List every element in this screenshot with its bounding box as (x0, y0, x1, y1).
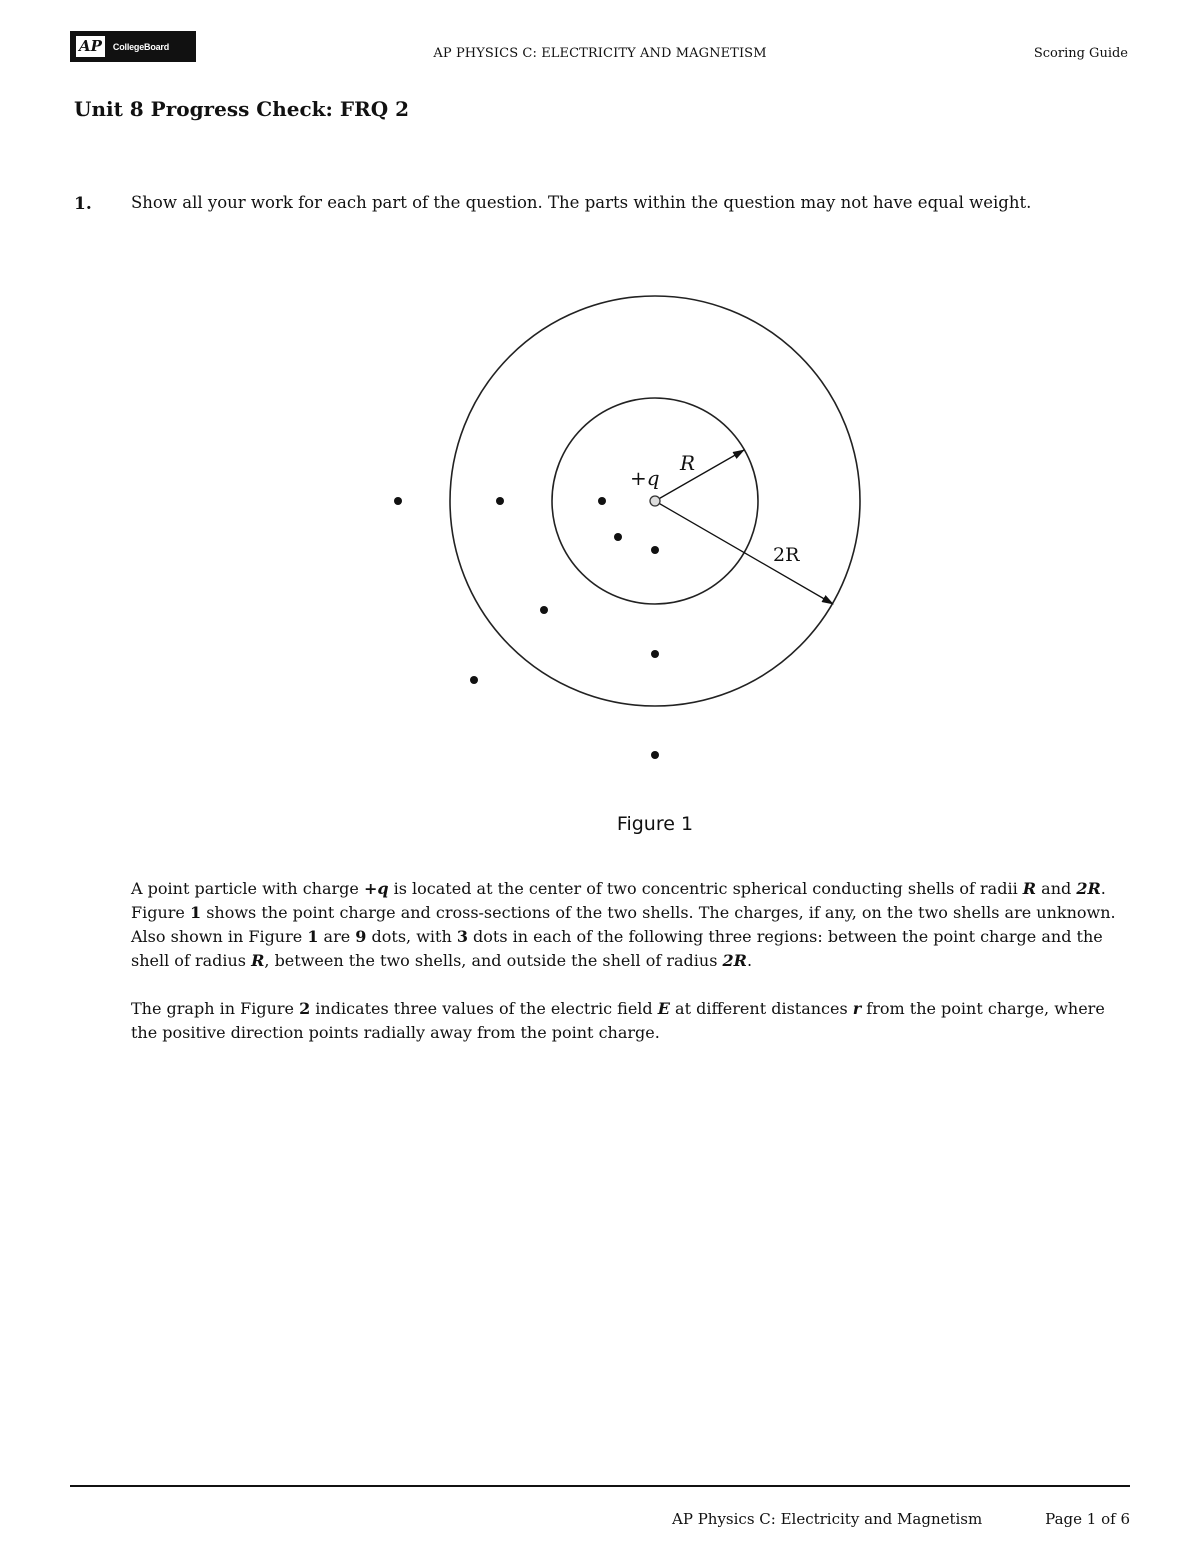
number-symbol: 3 (456, 927, 468, 946)
text-span: and (1036, 879, 1077, 898)
text-span: shows the point charge and cross-sections of the two shells. The charges, if any, on the two shells are unknown. Also shown in Figure (131, 903, 1116, 946)
text-span: from the point charge, where the positive direction points radially away from the point charge. (131, 999, 1105, 1042)
figure-1-caption: Figure 1 (616, 813, 694, 835)
field-symbol: E (657, 999, 670, 1018)
problem-description (131, 877, 1116, 973)
number-symbol: 9 (355, 927, 367, 946)
footer-course-name: AP Physics C: Electricity and Magnetism (672, 1510, 983, 1528)
collegeboard-wordmark: CollegeBoard (112, 41, 170, 52)
dot-outside-3 (651, 751, 659, 759)
page-title: Unit 8 Progress Check: FRQ 2 (74, 97, 409, 121)
footer-page-number: Page 1 of 6 (1045, 1510, 1130, 1528)
ap-collegeboard-logo (70, 31, 196, 62)
inner-radius-label: R (680, 451, 696, 475)
graph-description (131, 997, 1116, 1045)
point-charge (650, 496, 660, 506)
dot-inside-3 (651, 546, 659, 554)
dot-inside-2 (614, 533, 622, 541)
text-span: dots, with (366, 927, 457, 946)
figure-1-diagram (380, 285, 940, 785)
question-number: 1. (74, 194, 92, 214)
dot-between-3 (651, 650, 659, 658)
radius-symbol: R (251, 951, 265, 970)
text-span: , between the two shells, and outside the shell of radius (264, 951, 723, 970)
charge-symbol: +q (363, 879, 389, 898)
header-course-title: AP PHYSICS C: ELECTRICITY AND MAGNETISM (433, 46, 767, 61)
outer-radius-label: 2R (773, 544, 800, 566)
text-span: dots in each of the following three regions: between the point charge and the shell of radius (131, 927, 1103, 970)
radius-symbol: R (1022, 879, 1037, 898)
question-instruction: Show all your work for each part of the question. The parts within the question may not have equal weight. (131, 193, 1032, 212)
text-span: are (318, 927, 356, 946)
radius-symbol: 2R (722, 951, 747, 970)
dot-between-2 (540, 606, 548, 614)
figure-number: 1 (307, 927, 319, 946)
text-span: . (746, 951, 753, 970)
text-span: A point particle with charge (131, 879, 364, 898)
ap-logo-mark: AP (76, 36, 105, 57)
dot-inside-1 (598, 497, 606, 505)
charge-label: +q (630, 466, 660, 490)
distance-symbol: r (852, 999, 862, 1018)
text-span: indicates three values of the electric field (310, 999, 658, 1018)
dot-between-1 (496, 497, 504, 505)
text-span: The graph in Figure (131, 999, 300, 1018)
inner-radius-arrow (655, 450, 744, 501)
outer-radius-arrow (655, 501, 833, 604)
figure-number: 2 (299, 999, 311, 1018)
text-span: . Figure (131, 879, 1106, 922)
figure-number: 1 (189, 903, 202, 922)
header-scoring-guide: Scoring Guide (1033, 46, 1128, 61)
footer-divider (70, 1485, 1130, 1487)
dot-outside-2 (470, 676, 478, 684)
text-span: at different distances (669, 999, 853, 1018)
text-span: is located at the center of two concentric spherical conducting shells of radii (388, 879, 1023, 898)
dot-outside-1 (394, 497, 402, 505)
radius-symbol: 2R (1076, 879, 1101, 898)
